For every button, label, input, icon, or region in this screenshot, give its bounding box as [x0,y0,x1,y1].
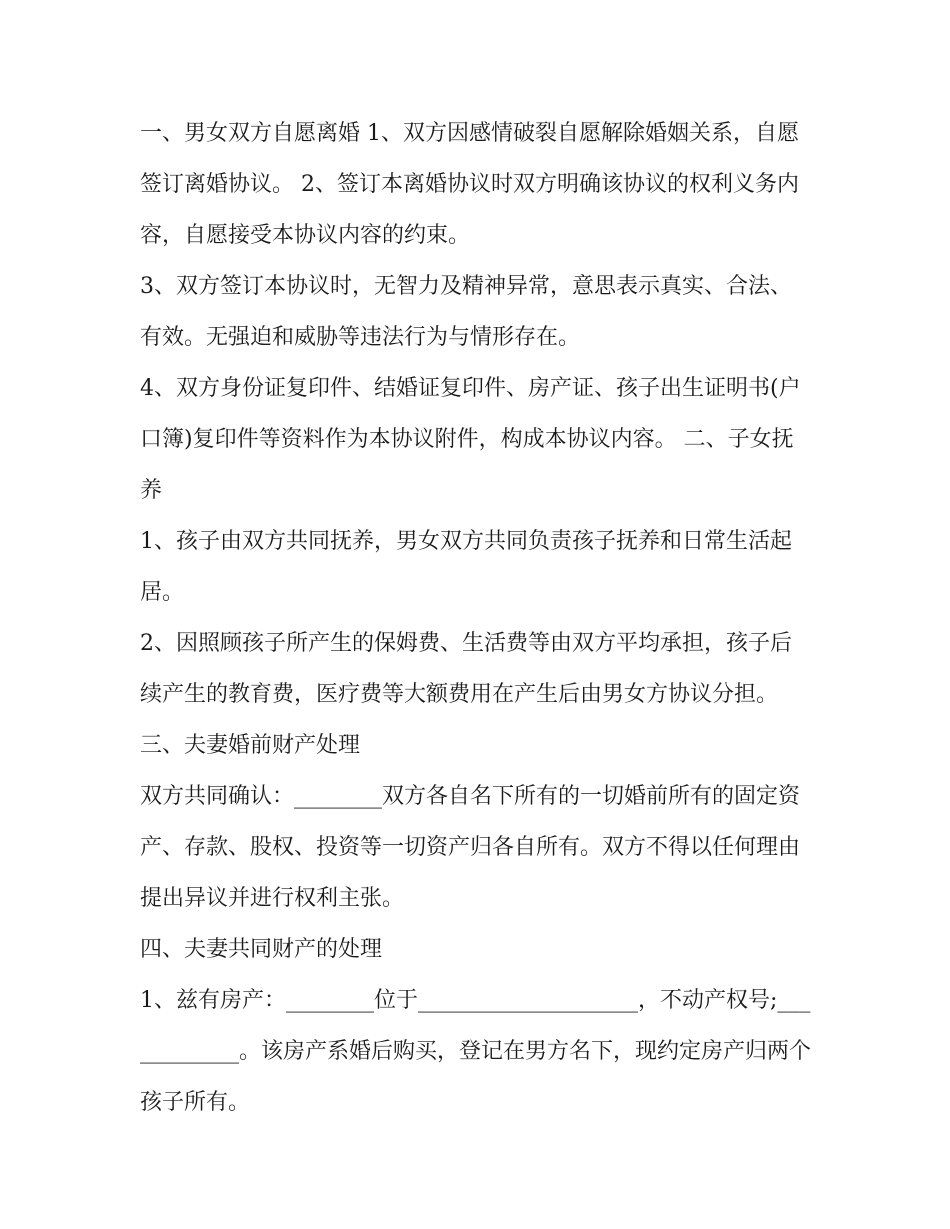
paragraph-attachments: 4、双方身份证复印件、结婚证复印件、房产证、孩子出生证明书(户口簿)复印件等资料作为本协议附件，构成本协议内容。 二、子女抚养 [140,376,801,503]
paragraph-house-property: 1、兹有房产：________位于____________________，不动产权号;____________。该房产系婚后购买，登记在男方名下，现约定房产归两个孩子所有。 [140,988,812,1115]
paragraph-child-custody: 1、孩子由双方共同抚养，男女双方共同负责孩子抚养和日常生活起居。 [140,529,792,605]
document-body [140,108,812,1128]
paragraph-premarital-property: 双方共同确认：________双方各自名下所有的一切婚前所有的固定资产、存款、股权、投资等一切资产归各自所有。双方不得以任何理由提出异议并进行权利主张。 [140,784,801,911]
paragraph-mental-capacity: 3、双方签订本协议时，无智力及精神异常，意思表示真实、合法、有效。无强迫和威胁等违法行为与情形存在。 [140,274,792,350]
paragraph-child-expenses: 2、因照顾孩子所产生的保姆费、生活费等由双方平均承担，孩子后续产生的教育费，医疗费等大额费用在产生后由男女方协议分担。 三、夫妻婚前财产处理 [140,631,792,758]
paragraph-voluntary-divorce: 一、男女双方自愿离婚 1、双方因感情破裂自愿解除婚姻关系，自愿签订离婚协议。 2、签订本离婚协议时双方明确该协议的权利义务内容，自愿接受本协议内容的约束。 [140,121,799,248]
section-heading-joint-property: 四、夫妻共同财产的处理 [140,937,383,962]
